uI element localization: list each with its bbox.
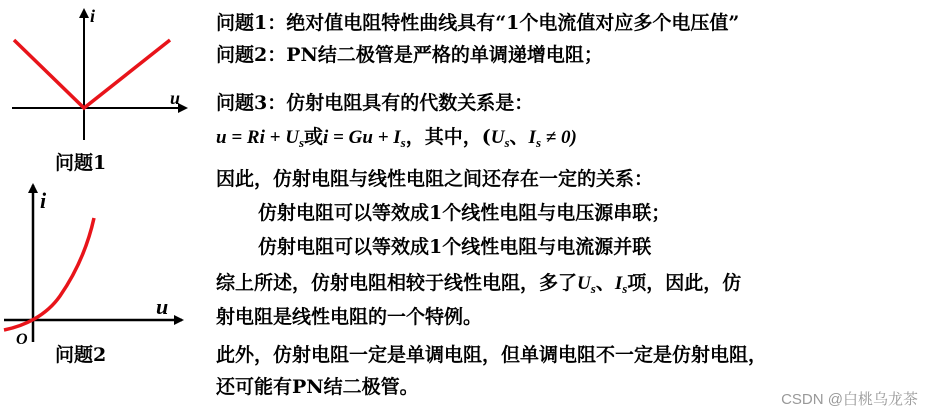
fig1-v-curve: [14, 40, 170, 108]
eq-equals-2: =: [328, 127, 349, 148]
eq-cond-sep: 、: [509, 126, 529, 148]
eq-cond-I: I: [528, 127, 536, 148]
eq-plus-1: +: [264, 127, 286, 148]
eq-U-sub: s: [298, 135, 304, 150]
line-summary: [216, 270, 741, 302]
figure-1-absolute-value: [12, 6, 186, 140]
eq-or: 或: [304, 126, 324, 148]
eq-cond-U: U: [490, 127, 505, 148]
fig1-y-label: i: [90, 6, 96, 26]
question-3-text: 问题3：仿射电阻具有的代数关系是：: [216, 92, 534, 114]
eq-I: I: [393, 127, 401, 148]
csdn-watermark: CSDN @白桃乌龙茶: [781, 391, 918, 408]
summary-text-b: 项，因此，仿: [627, 272, 742, 294]
line-pn-diode: 还可能有PN结二极管。: [216, 376, 419, 398]
eq-among: ，其中，(: [405, 126, 491, 148]
eq-u: u: [216, 127, 227, 148]
fig1-x-label: u: [170, 88, 181, 108]
equation-line: [216, 124, 577, 156]
eq-equals-1: =: [226, 127, 247, 148]
eq-I-sub: s: [400, 135, 406, 150]
figure-2-caption: 问题2: [55, 344, 107, 366]
eq-not-equal-zero: ≠ 0): [541, 127, 577, 148]
line-special-case: 射电阻是线性电阻的一个特例。: [216, 306, 483, 328]
eq-u2: u: [362, 127, 373, 148]
summary-text-a: 综上所述，仿射电阻相较于线性电阻，多了: [216, 272, 578, 294]
eq-G: G: [348, 127, 363, 148]
summary-I-sub: s: [622, 281, 628, 296]
eq-cond-U-sub: s: [504, 135, 510, 150]
line-parallel-equivalent: 仿射电阻可以等效成1个线性电阻与电流源并联: [258, 236, 652, 258]
question-2-text: 问题2：PN结二极管是严格的单调递增电阻；: [216, 44, 603, 66]
figure-1-caption: 问题1: [55, 152, 107, 174]
summary-U-sub: s: [590, 281, 596, 296]
eq-i: i: [259, 127, 265, 148]
fig2-x-label: u: [156, 294, 169, 319]
line-therefore: 因此，仿射电阻与线性电阻之间还存在一定的关系：: [216, 168, 654, 190]
eq-U: U: [285, 127, 299, 148]
summary-U: U: [577, 273, 591, 294]
eq-i2: i: [323, 127, 329, 148]
eq-plus-2: +: [372, 127, 394, 148]
summary-I: I: [614, 273, 623, 294]
eq-R: R: [246, 127, 260, 148]
fig2-origin-label: O: [16, 331, 28, 348]
fig2-y-label: i: [40, 188, 47, 213]
line-monotonic: 此外，仿射电阻一定是单调电阻，但单调电阻不一定是仿射电阻，: [216, 344, 768, 366]
line-series-equivalent: 仿射电阻可以等效成1个线性电阻与电压源串联；: [258, 202, 671, 224]
summary-sep: 、: [595, 272, 615, 294]
question-1-text: 问题1：绝对值电阻特性曲线具有“1个电流值对应多个电压值”: [216, 12, 740, 34]
figure-2-diode: [4, 185, 182, 348]
fig2-diode-curve: [4, 218, 94, 330]
eq-cond-I-sub: s: [535, 135, 542, 150]
